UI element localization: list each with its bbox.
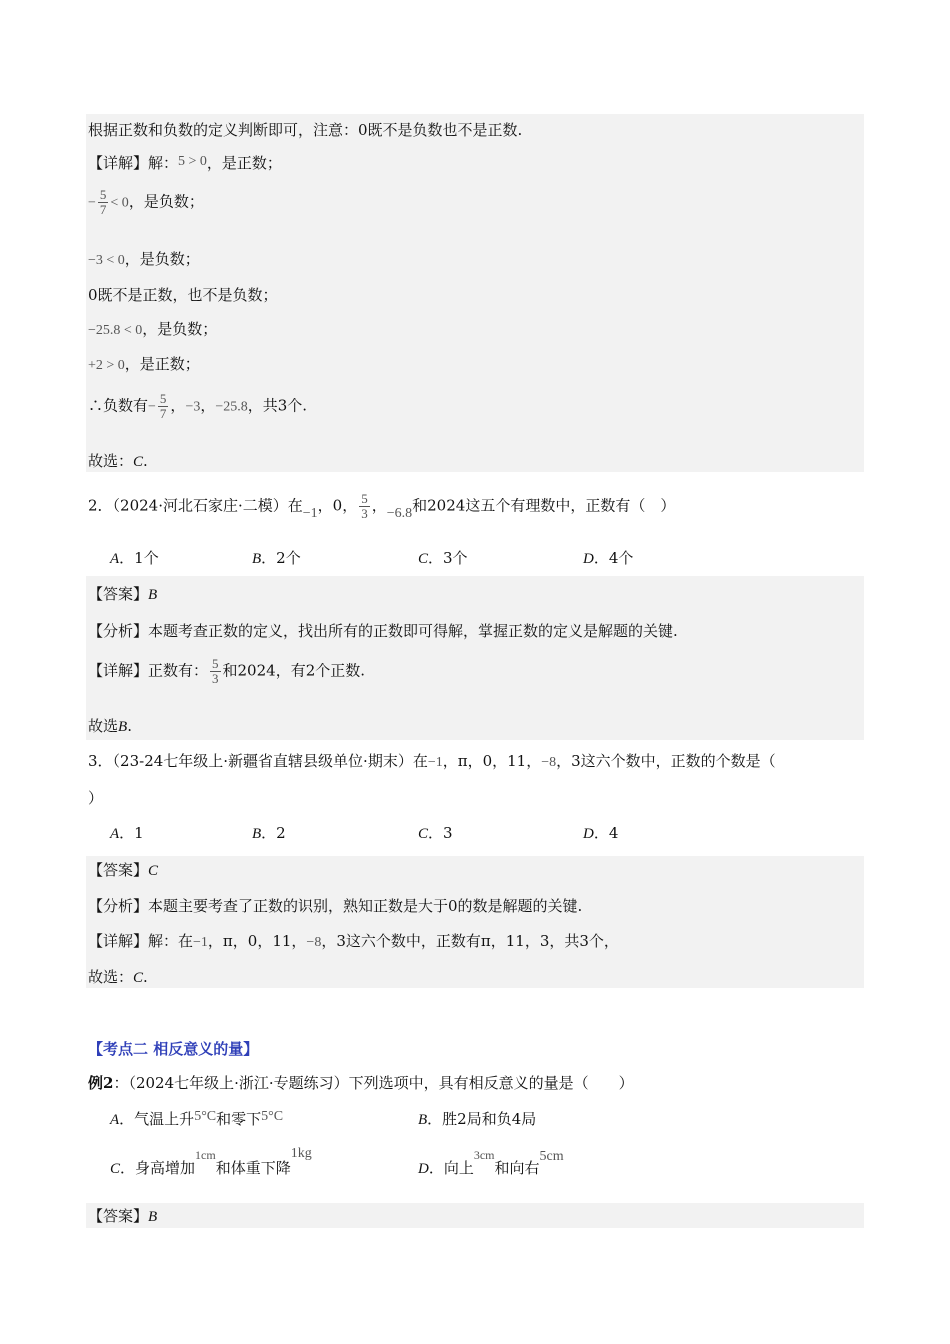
q3-choose: 故选：C.	[88, 968, 148, 986]
question-3-stem-cont: ）	[88, 789, 104, 807]
s1-line-7: +2 > 0，是正数；	[88, 355, 200, 373]
q2-option-b[interactable]: B．2个	[252, 549, 301, 567]
s1-line-5: 0既不是正数，也不是负数；	[88, 286, 278, 304]
s1-line-2: 【详解】解：5 > 0，是正数；	[88, 154, 282, 172]
s1-line-3: − $\frac{5}{7}$ < 0，是负数；	[88, 187, 204, 217]
q2-analysis: 【分析】本题考查正数的定义，找出所有的正数即可得解，掌握正数的定义是解题的关键.	[88, 622, 678, 640]
example-2-stem: 例2：（2024七年级上·浙江·专题练习）下列选项中，具有相反意义的量是（ ）	[88, 1074, 634, 1092]
q2-choose: 故选B.	[88, 717, 132, 735]
fraction-5-3: $\frac{5}{3}$	[361, 491, 368, 521]
ex2-answer: 【答案】B	[88, 1207, 158, 1225]
ex2-option-d[interactable]: D．向上$^{3cm}$和向右5cm	[418, 1148, 564, 1177]
s1-line-6: −25.8 < 0，是负数；	[88, 320, 218, 338]
solution-block-4	[86, 1203, 864, 1228]
q3-option-d[interactable]: D．4	[583, 824, 619, 842]
s1-line-9: 故选：C.	[88, 452, 148, 470]
q2-option-d[interactable]: D．4个	[583, 549, 634, 567]
q2-option-c[interactable]: C．3个	[418, 549, 468, 567]
q2-answer: 【答案】B	[88, 585, 158, 603]
ex2-option-b[interactable]: B．胜2局和负4局	[418, 1110, 537, 1128]
s1-line-1: 根据正数和负数的定义判断即可，注意：0既不是负数也不是正数.	[88, 121, 523, 139]
q3-option-b[interactable]: B．2	[252, 824, 286, 842]
s1-line-8: ∴负数有− $\frac{5}{7}$ ，−3，−25.8，共3个.	[88, 391, 308, 421]
fraction-5-7: $\frac{5}{7}$	[159, 391, 167, 421]
q3-analysis: 【分析】本题主要考查了正数的识别，熟知正数是大于0的数是解题的关键.	[88, 897, 583, 915]
fraction-5-7: $\frac{5}{7}$	[99, 187, 107, 217]
ex2-option-a[interactable]: A．气温上升5°C和零下5°C	[110, 1109, 284, 1128]
q3-option-a[interactable]: A．1	[110, 824, 144, 842]
ex2-option-c[interactable]: C．身高增加$^{1cm}$和体重下降1kg	[110, 1146, 312, 1177]
section-heading: 【考点二 相反意义的量】	[88, 1040, 259, 1058]
q3-answer: 【答案】C	[88, 861, 159, 879]
q3-option-c[interactable]: C．3	[418, 824, 453, 842]
question-3-stem: 3．（23-24七年级上·新疆省直辖县级单位·期末）在−1，π，0，11，−8，3这六个数中，正数的个数是（	[88, 752, 776, 770]
s1-line-4: −3 < 0，是负数；	[88, 250, 200, 268]
solution-block-3	[86, 856, 864, 988]
q2-detail: 【详解】正数有： $\frac{5}{3}$ 和2024，有2个正数.	[88, 656, 366, 686]
q2-option-a[interactable]: A．1个	[110, 549, 159, 567]
question-2-stem: 2．（2024·河北石家庄·二模）在−1，0， $\frac{5}{3}$ ，−6.8和2024这五个有理数中，正数有（ ）	[88, 491, 676, 521]
q3-detail: 【详解】解：在−1，π，0，11，−8，3这六个数中，正数有π，11，3，共3个，	[88, 932, 619, 950]
fraction-5-3: $\frac{5}{3}$	[212, 656, 219, 686]
